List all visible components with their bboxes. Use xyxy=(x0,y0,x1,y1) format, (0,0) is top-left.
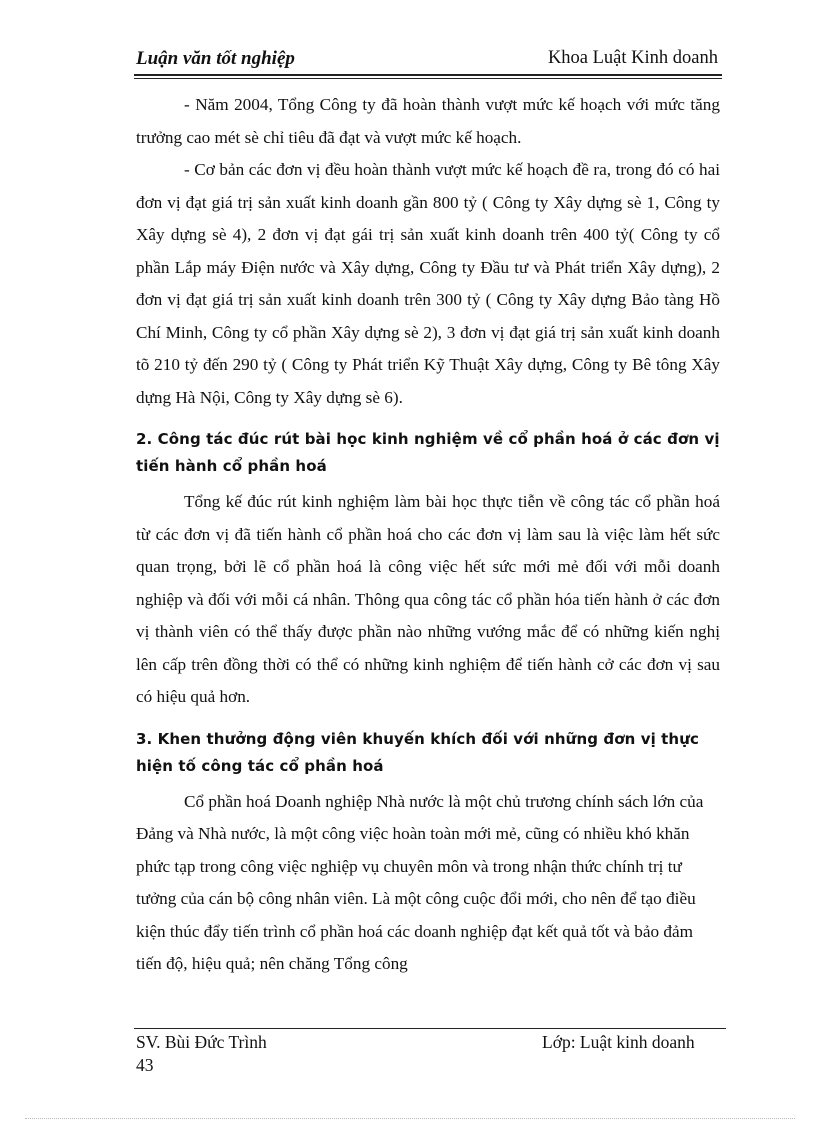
footer-class: Lớp: Luật kinh doanh xyxy=(542,1032,695,1052)
page-number: 43 xyxy=(136,1055,154,1075)
header-rule-thin xyxy=(134,78,722,79)
page-body xyxy=(136,89,720,981)
header-faculty: Khoa Luật Kinh doanh xyxy=(547,48,718,68)
footer-student-name: SV. Bùi Đức Trình xyxy=(136,1032,267,1052)
footer-rule xyxy=(134,1028,726,1029)
paragraph-unit-results: - Cơ bản các đơn vị đều hoàn thành vượt mức kế hoạch đề ra, trong đó có hai đơn vị đạt giá trị sản xuất kinh doanh gần 800 tỷ ( Công ty Xây dựng sè 1, Công ty Xây dựng sè 4), 2 đơn vị đạt gái trị sản xuất kinh doanh trên 400 tỷ( Công ty cổ phần Lắp máy Điện nước và Xây dựng, Công ty Đầu tư và Phát triển Xây dựng), 2 đơn vị đạt giá trị sản xuất kinh doanh trên 300 tỷ ( Công ty Xây dựng Bảo tàng Hồ Chí Minh, Công ty cổ phần Xây dựng sè 2), 3 đơn vị đạt giá trị sản xuất kinh doanh tõ 210 tỷ đến 290 tỷ ( Công ty Phát triển Kỹ Thuật Xây dựng, Công ty Bê tông Xây dựng Hà Nội, Công ty Xây dựng sè 6). xyxy=(136,160,720,407)
paragraph-lessons-learned: Tổng kế đúc rút kinh nghiệm làm bài học thực tiễn về công tác cổ phần hoá từ các đơn vị đã tiến hành cổ phần hoá cho các đơn vị làm sau là việc làm hết sức quan trọng, bởi lẽ cổ phần hoá là công việc hết sức mới mẻ đối với mỗi doanh nghiệp và đối với mỗi cá nhân. Thông qua công tác cổ phần hóa tiến hành ở các đơn vị thành viên có thể thấy được phần nào những vướng mắc để có những kiến nghị lên cấp trên đồng thời có thể có những kinh nghiệm để tiến hành cở các đơn vị sau có hiệu quả hơn. xyxy=(136,492,720,706)
section-heading-3: 3. Khen thưởng động viên khuyến khích đối với những đơn vị thực hiện tố công tác cổ phần hoá xyxy=(136,729,699,775)
paragraph-rewards: Cổ phần hoá Doanh nghiệp Nhà nước là một chủ trương chính sách lớn của Đảng và Nhà nước, là một công việc hoàn toàn mới mẻ, cũng có nhiều khó khăn phức tạp trong công việc nghiệp vụ chuyên môn và trong nhận thức chính trị tư tưởng của cán bộ công nhân viên. Là một công cuộc đổi mới, cho nên để tạo điều kiện thúc đẩy tiến trình cổ phần hoá các doanh nghiệp đạt kết quả tốt và bảo đảm tiến độ, hiệu quả; nên chăng Tổng công xyxy=(136,791,704,973)
header-rule xyxy=(134,74,722,76)
paragraph-achievement-2004: - Năm 2004, Tổng Công ty đã hoàn thành vượt mức kế hoạch với mức tăng trưởng cao mét sè chỉ tiêu đã đạt và vượt mức kế hoạch. xyxy=(136,95,720,147)
page-bottom-border xyxy=(25,1118,795,1119)
page-header xyxy=(134,46,720,74)
header-thesis-title: Luận văn tốt nghiệp xyxy=(136,48,295,69)
section-heading-2: 2. Công tác đúc rút bài học kinh nghiệm về cổ phần hoá ở các đơn vị tiến hành cổ phần hoá xyxy=(136,430,720,475)
